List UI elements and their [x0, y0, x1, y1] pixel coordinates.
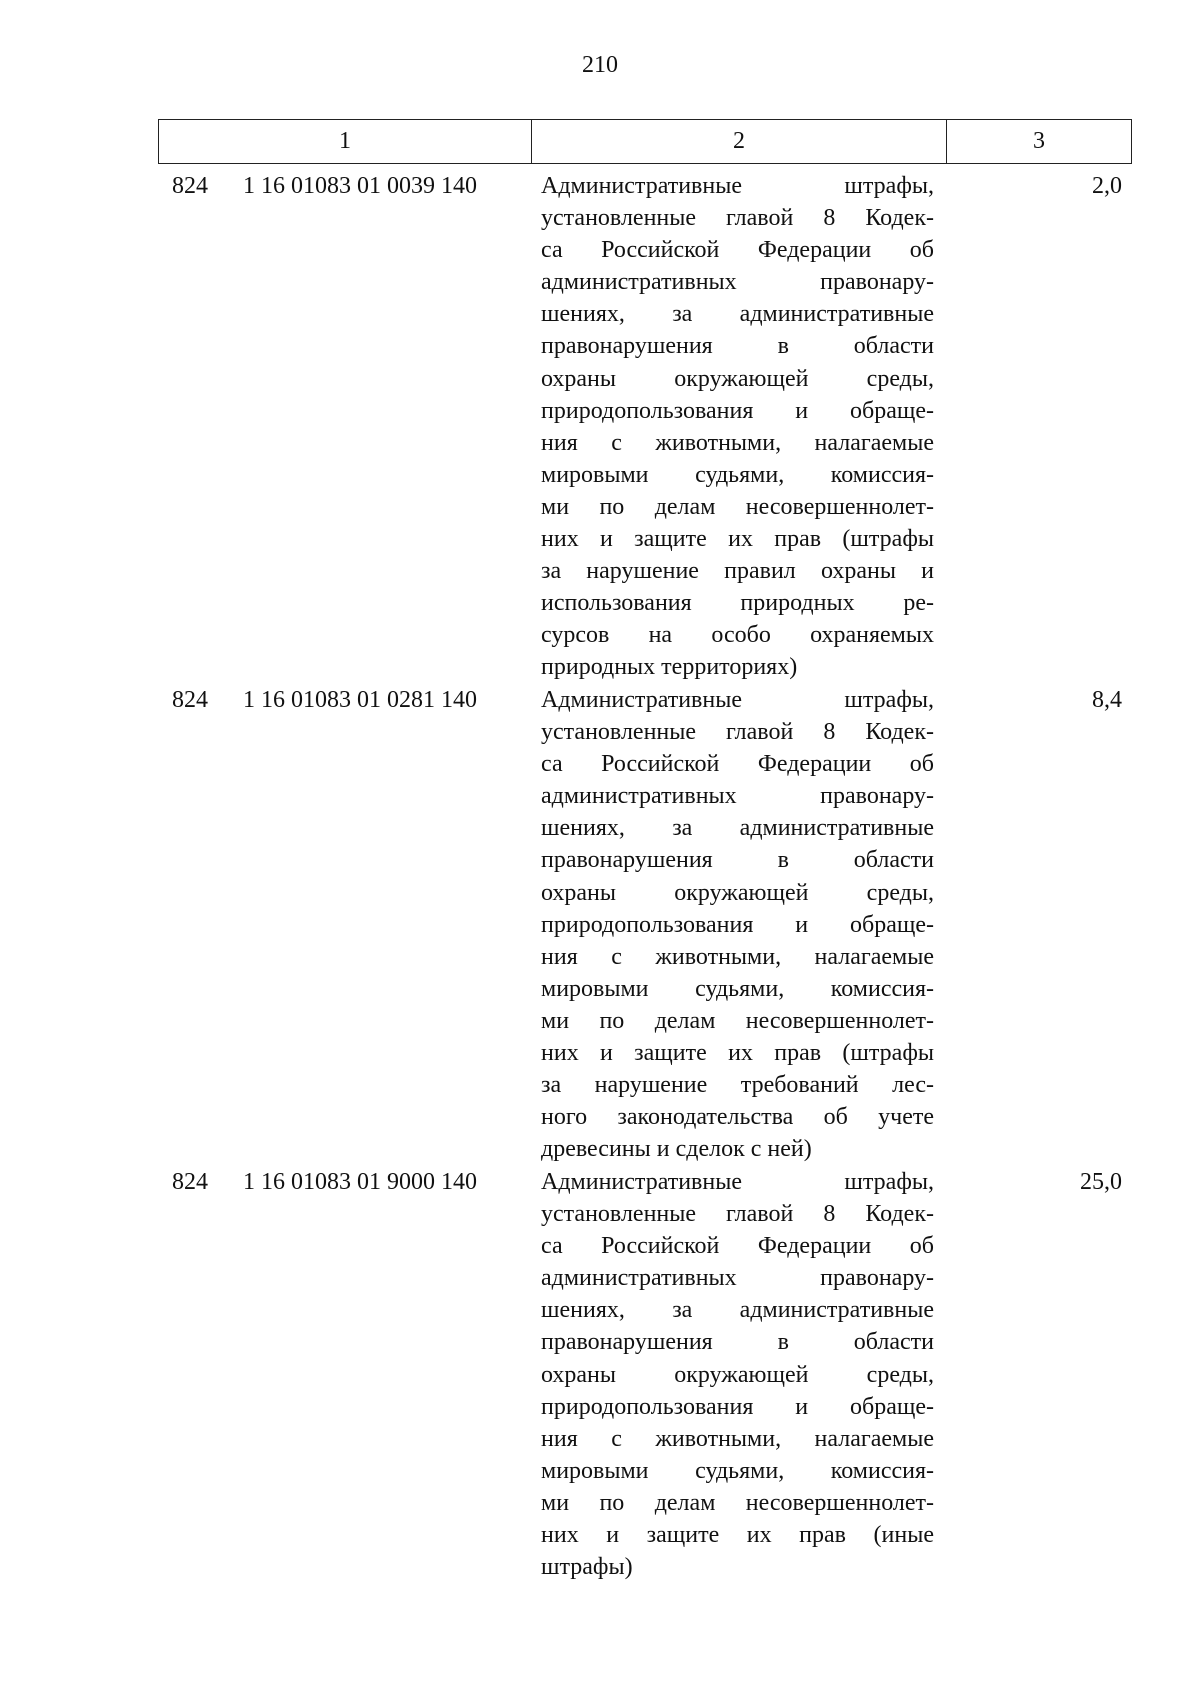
description-line: шениях, за административные [541, 301, 934, 328]
description-line: ми по делам несовершеннолет- [541, 1007, 934, 1034]
description-line: природопользования и обраще- [541, 1393, 934, 1420]
description-line: шениях, за административные [541, 1297, 934, 1324]
description-line: них и защите их прав (штрафы [541, 1040, 934, 1067]
description-line: установленные главой 8 Кодек- [541, 719, 934, 746]
description-line: административных правонару- [541, 1265, 934, 1292]
description-line: сурсов на особо охраняемых [541, 622, 934, 649]
description-line: древесины и сделок с ней) [541, 1136, 812, 1163]
table-body [158, 170, 1132, 1586]
description-line: са Российской Федерации об [541, 1233, 934, 1260]
description-line: охраны окружающей среды, [541, 365, 934, 392]
revenue-code-cell: 1 16 01083 01 0281 140 [243, 687, 477, 713]
description-line: ния с животными, налагаемые [541, 943, 934, 970]
description-line: мировыми судьями, комиссия- [541, 975, 934, 1002]
description-line: ми по делам несовершеннолет- [541, 493, 934, 520]
description-line: ния с животными, налагаемые [541, 429, 934, 456]
description-cell [541, 1166, 934, 1583]
description-line: правонарушения в области [541, 333, 934, 360]
description-line: установленные главой 8 Кодек- [541, 1201, 934, 1228]
description-line: установленные главой 8 Кодек- [541, 205, 934, 232]
description-line: административных правонару- [541, 269, 934, 296]
description-line: ния с животными, налагаемые [541, 1425, 934, 1452]
revenue-code-cell: 1 16 01083 01 0039 140 [243, 173, 477, 199]
description-line: природопользования и обраще- [541, 911, 934, 938]
amount-cell: 2,0 [1092, 173, 1122, 199]
admin-code-cell: 824 [172, 687, 208, 713]
description-line: ми по делам несовершеннолет- [541, 1489, 934, 1516]
table-row [158, 170, 1132, 684]
description-line: использования природных ре- [541, 590, 934, 617]
description-line: правонарушения в области [541, 847, 934, 874]
description-cell [541, 170, 934, 684]
description-cell [541, 684, 934, 1165]
description-line: ного законодательства об учете [541, 1104, 934, 1131]
admin-code-cell: 824 [172, 173, 208, 199]
description-line: за нарушение правил охраны и [541, 558, 934, 585]
description-line: Административные штрафы, [541, 687, 934, 713]
description-line: них и защите их прав (штрафы [541, 526, 934, 553]
page-number: 210 [582, 52, 618, 78]
table-header-col-3: 3 [1033, 128, 1045, 154]
description-line: охраны окружающей среды, [541, 879, 934, 906]
table-row [158, 1166, 1132, 1586]
description-line: мировыми судьями, комиссия- [541, 461, 934, 488]
table-header-row [158, 119, 1132, 164]
description-line: природных территориях) [541, 654, 798, 681]
description-line: Административные штрафы, [541, 1169, 934, 1195]
description-line: шениях, за административные [541, 815, 934, 842]
description-line: мировыми судьями, комиссия- [541, 1457, 934, 1484]
description-line: са Российской Федерации об [541, 751, 934, 778]
description-line: природопользования и обраще- [541, 397, 934, 424]
amount-cell: 25,0 [1080, 1169, 1122, 1195]
table-header-col-2: 2 [532, 120, 947, 163]
amount-cell: 8,4 [1092, 687, 1122, 713]
description-line: Административные штрафы, [541, 173, 934, 199]
description-line: административных правонару- [541, 783, 934, 810]
revenue-code-cell: 1 16 01083 01 9000 140 [243, 1169, 477, 1195]
description-line: правонарушения в области [541, 1329, 934, 1356]
description-line: за нарушение требований лес- [541, 1072, 934, 1099]
description-line: охраны окружающей среды, [541, 1361, 934, 1388]
description-line: них и защите их прав (иные [541, 1522, 934, 1549]
description-line: са Российской Федерации об [541, 237, 934, 264]
table-header-col-1: 1 [159, 120, 532, 163]
description-line: штрафы) [541, 1554, 633, 1581]
table-row [158, 684, 1132, 1166]
admin-code-cell: 824 [172, 1169, 208, 1195]
